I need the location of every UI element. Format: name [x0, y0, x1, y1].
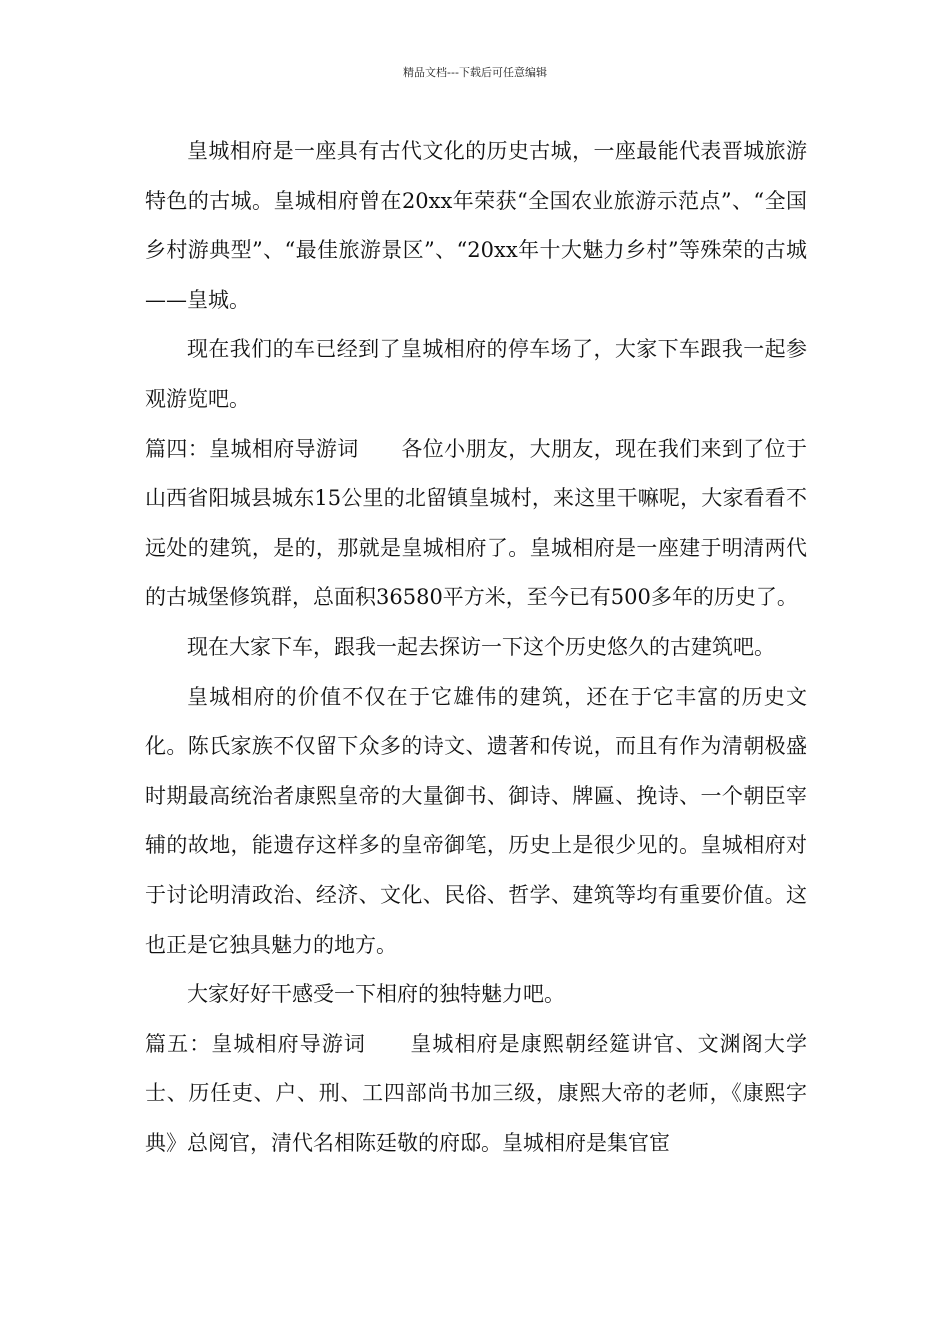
- document-body: [145, 127, 807, 1168]
- paragraph-2: 现在我们的车已经到了皇城相府的停车场了，大家下车跟我一起参观游览吧。: [145, 337, 807, 411]
- paragraph-3: 篇四：皇城相府导游词 各位小朋友，大朋友，现在我们来到了位于山西省阳城县城东15公里的北留镇皇城村，来这里干嘛呢，大家看看不远处的建筑，是的，那就是皇城相府了。皇城相府是一座建于明清两代的古城堡修筑群，总面积36580平方米，至今已有500多年的历史了。: [145, 436, 807, 610]
- paragraph-5: 皇城相府的价值不仅在于它雄伟的建筑，还在于它丰富的历史文化。陈氏家族不仅留下众多的诗文、遗著和传说，而且有作为清朝极盛时期最高统治者康熙皇帝的大量御书、御诗、牌匾、挽诗、一个朝臣宰辅的故地，能遗存这样多的皇帝御笔，历史上是很少见的。皇城相府对于讨论明清政治、经济、文化、民俗、哲学、建筑等均有重要价值。这也正是它独具魅力的地方。: [145, 684, 807, 957]
- paragraph-7: 篇五：皇城相府导游词 皇城相府是康熙朝经筵讲官、文渊阁大学士、历任吏、户、刑、工四部尚书加三级，康熙大帝的老师，《康熙字典》总阅官，清代名相陈廷敬的府邸。皇城相府是集官宦: [145, 1031, 807, 1155]
- page-header: 精品文档---下载后可任意编辑: [403, 66, 547, 79]
- paragraph-4: 现在大家下车，跟我一起去探访一下这个历史悠久的古建筑吧。: [187, 634, 775, 659]
- paragraph-1: 皇城相府是一座具有古代文化的历史古城，一座最能代表晋城旅游特色的古城。皇城相府曾在20xx年荣获“全国农业旅游示范点”、“全国乡村游典型”、“最佳旅游景区”、“20xx年十大魅力乡村”等殊荣的古城——皇城。: [145, 139, 807, 312]
- paragraph-6: 大家好好干感受一下相府的独特魅力吧。: [187, 982, 565, 1007]
